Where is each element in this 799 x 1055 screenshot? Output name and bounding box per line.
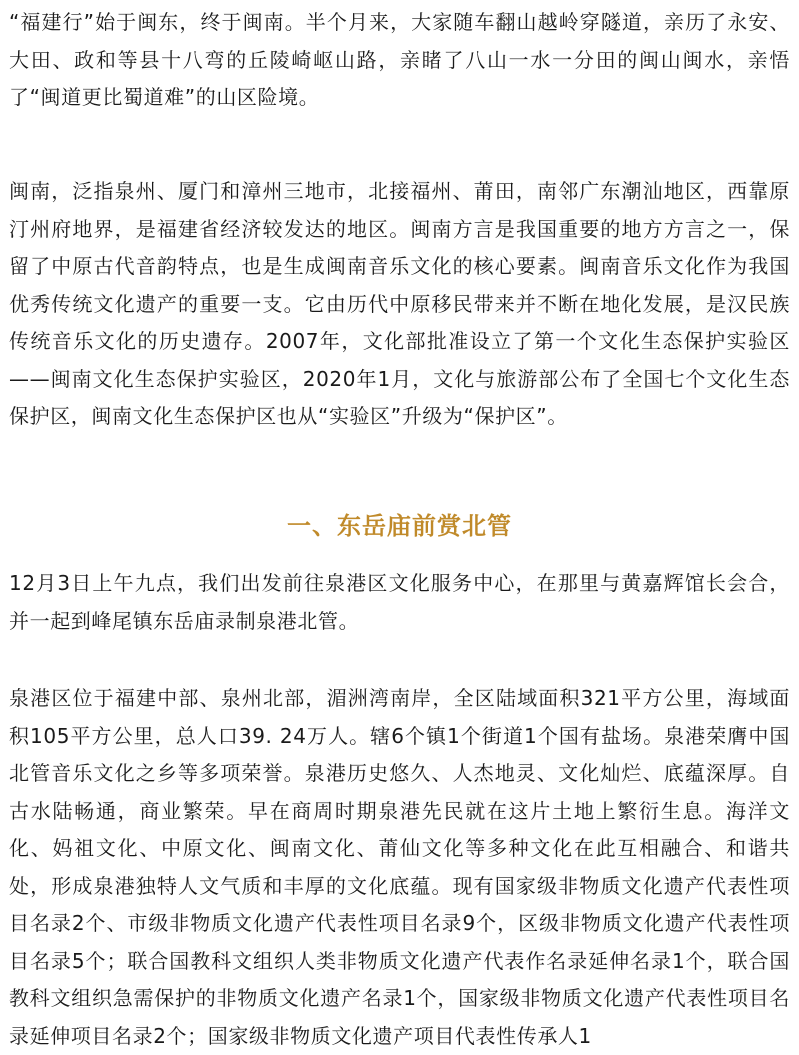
intro-paragraph: “福建行”始于闽东，终于闽南。半个月来，大家随车翻山越岭穿隧道，亲历了永安、大田、政和等县十八弯的丘陵崎岖山路，亲睹了八山一水一分田的闽山闽水，亲悟了“闽道更比蜀道难”的山区险境。 (9, 10, 790, 109)
schedule-paragraph: 12月3日上午九点，我们出发前往泉港区文化服务中心，在那里与黄嘉辉馆长会合，并一起到峰尾镇东岳庙录制泉港北管。 (9, 571, 790, 633)
minnan-paragraph: 闽南，泛指泉州、厦门和漳州三地市，北接福州、莆田，南邻广东潮汕地区，西靠原汀州府地界，是福建省经济较发达的地区。闽南方言是我国重要的地方方言之一，保留了中原古代音韵特点，也是生成闽南音乐文化的核心要素。闽南音乐文化作为我国优秀传统文化遗产的重要一支。它由历代中原移民带来并不断在地化发展，是汉民族传统音乐文化的历史遗存。2007年，文化部批准设立了第一个文化生态保护实验区——闽南文化生态保护实验区，2020年1月，文化与旅游部公布了全国七个文化生态保护区，闽南文化生态保护区也从“实验区”升级为“保护区”。 (9, 179, 790, 428)
quangang-paragraph: 泉港区位于福建中部、泉州北部，湄洲湾南岸，全区陆域面积321平方公里，海域面积105平方公里，总人口39. 24万人。辖6个镇1个街道1个国有盐场。泉港荣膺中国北管音乐文化之乡等多项荣誉。泉港历史悠久、人杰地灵、文化灿烂、底蕴深厚。自古水陆畅通，商业繁荣。早在商周时期泉港先民就在这片土地上繁衍生息。海洋文化、妈祖文化、中原文化、闽南文化、莆仙文化等多种文化在此互相融合、和谐共处，形成泉港独特人文气质和丰厚的文化底蕴。现有国家级非物质文化遗产代表性项目名录2个、市级非物质文化遗产代表性项目名录9个，区级非物质文化遗产代表性项目名录5个；联合国教科文组织人类非物质文化遗产代表作名录延伸名录1个，联合国教科文组织急需保护的非物质文化遗产名录1个，国家级非物质文化遗产代表性项目名录延伸项目名录2个；国家级非物质文化遗产项目代表性传承人1 (9, 686, 790, 1048)
section-heading: 一、东岳庙前赏北管 (287, 512, 512, 540)
